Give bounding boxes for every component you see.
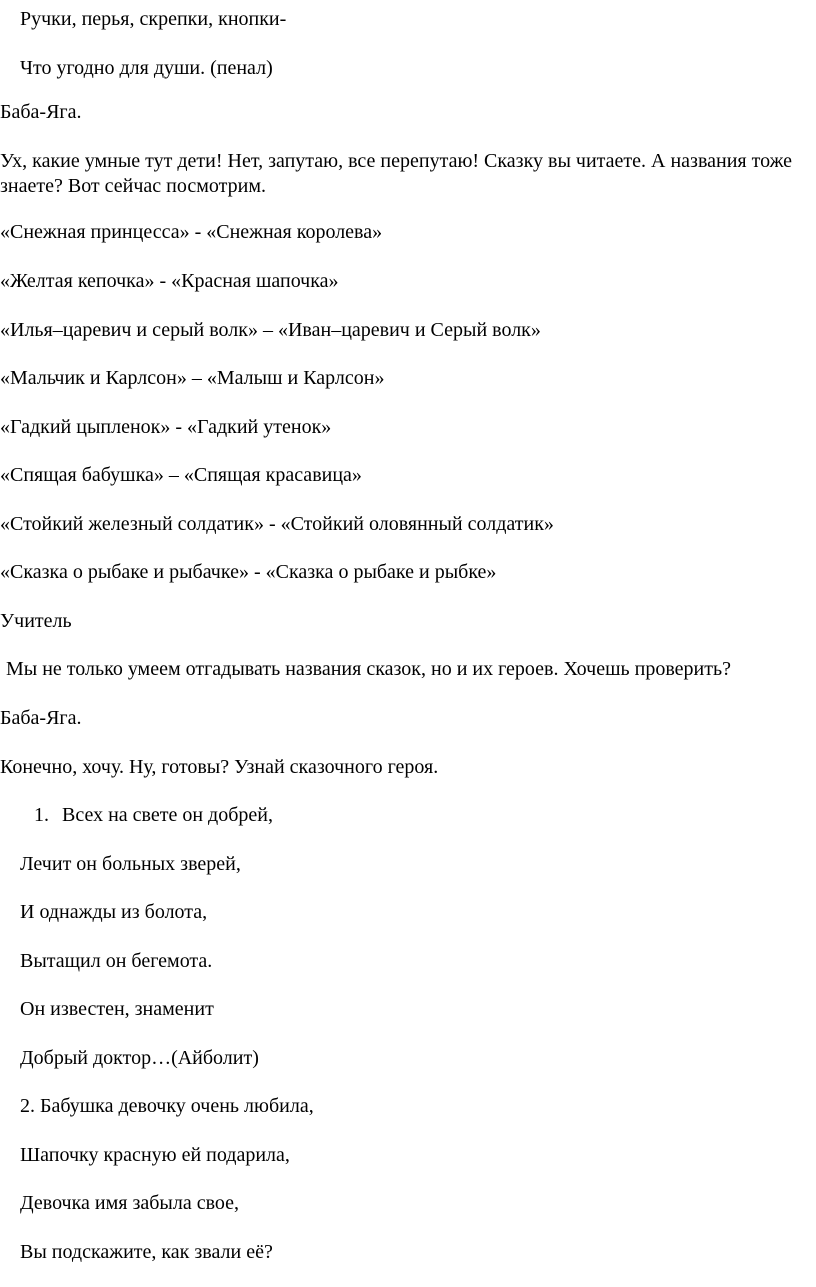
paragraph: Ух, какие умные тут дети! Нет, запутаю, все перепутаю! Сказку вы читаете. А названия тоже знаете? Вот сейчас посмотрим. (0, 150, 793, 197)
poem-line: Ручки, перья, скрепки, кнопки- (20, 8, 287, 30)
fairy-tale-pair: «Мальчик и Карлсон» – «Малыш и Карлсон» (0, 367, 385, 389)
riddle-line: Вытащил он бегемота. (20, 950, 213, 972)
riddle-line: Добрый доктор…(Айболит) (20, 1047, 259, 1069)
riddle-line: Он известен, знаменит (20, 998, 214, 1020)
fairy-tale-pair: «Снежная принцесса» - «Снежная королева» (0, 221, 383, 243)
poem-line: Что угодно для души. (пенал) (20, 57, 273, 79)
riddle-line: Девочка имя забыла свое, (20, 1192, 240, 1214)
fairy-tale-pair: «Стойкий железный солдатик» - «Стойкий оловянный солдатик» (0, 513, 554, 535)
speaker-label: Учитель (0, 610, 72, 632)
fairy-tale-pair: «Гадкий цыпленок» - «Гадкий утенок» (0, 416, 332, 438)
speaker-label: Баба-Яга. (0, 707, 82, 729)
riddle-line: 2. Бабушка девочку очень любила, (20, 1095, 314, 1117)
fairy-tale-pair: «Илья–царевич и серый волк» – «Иван–царевич и Серый волк» (0, 319, 541, 341)
riddle-line: Всех на свете он добрей, (62, 804, 273, 826)
riddle-line: Шапочку красную ей подарила, (20, 1144, 290, 1166)
riddle-line: И однажды из болота, (20, 901, 208, 923)
riddle-line: Вы подскажите, как звали её? (20, 1241, 273, 1263)
paragraph: Конечно, хочу. Ну, готовы? Узнай сказочного героя. (0, 756, 439, 778)
paragraph: Мы не только умеем отгадывать названия сказок, но и их героев. Хочешь проверить? (6, 658, 731, 680)
riddle-line: Лечит он больных зверей, (20, 853, 241, 875)
fairy-tale-pair: «Желтая кепочка» - «Красная шапочка» (0, 270, 339, 292)
fairy-tale-pair: «Сказка о рыбаке и рыбачке» - «Сказка о рыбаке и рыбке» (0, 561, 497, 583)
speaker-label: Баба-Яга. (0, 101, 82, 123)
fairy-tale-pair: «Спящая бабушка» – «Спящая красавица» (0, 464, 362, 486)
list-number: 1. (34, 804, 49, 826)
